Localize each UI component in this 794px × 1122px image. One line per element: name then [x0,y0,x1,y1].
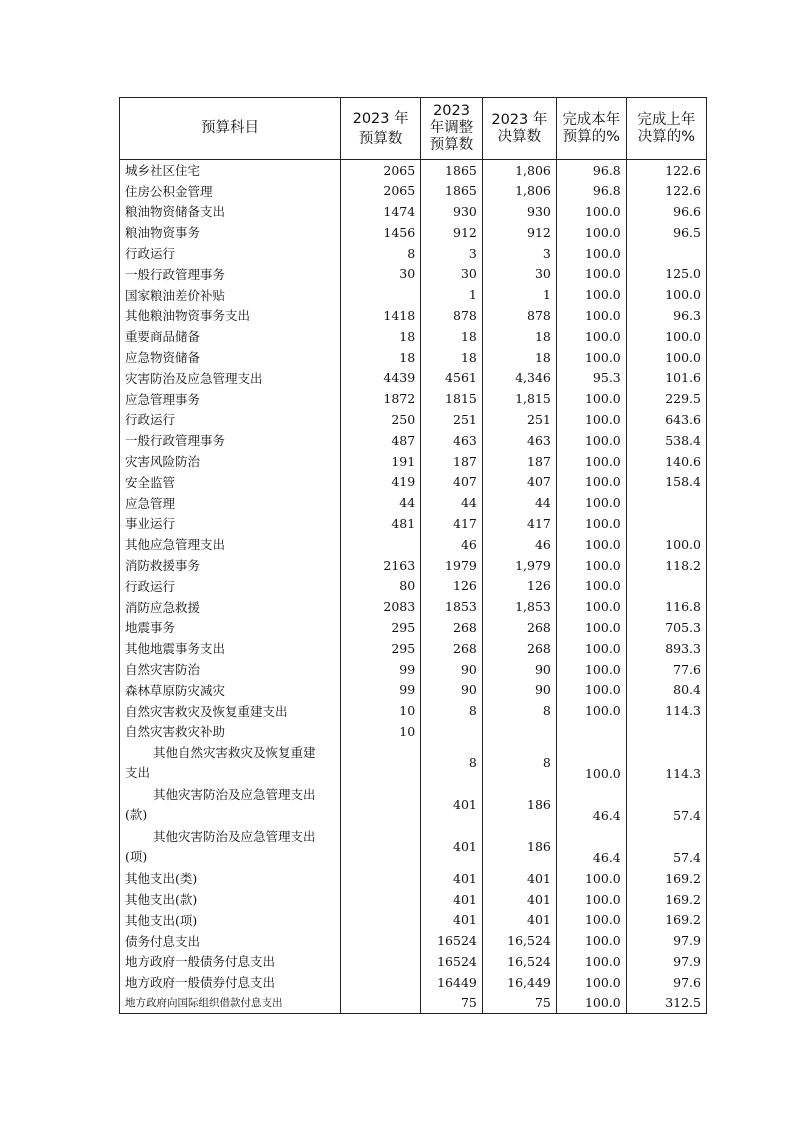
row-value-col2: 16524 [421,951,483,972]
row-value-col4: 100.0 [556,909,626,930]
row-value-col3: 268 [482,617,556,638]
row-value-col5: 643.6 [626,409,706,430]
row-item-name-line2: (款) [125,806,148,822]
row-value-col4: 100.0 [556,451,626,472]
row-value-col5: 122.6 [626,160,706,181]
row-item-name: 应急物资储备 [120,347,341,368]
row-value-col2: 3 [421,243,483,264]
row-item-name: 地震事务 [120,617,341,638]
table-row [120,388,707,409]
row-value-col4: 100.0 [556,513,626,534]
header-budget-2023: 2023 年预算数 [341,98,421,160]
table-row [120,430,707,451]
row-value-col1: 295 [341,638,421,659]
row-value-col2: 1815 [421,388,483,409]
row-value-col2: 417 [421,513,483,534]
row-value-col3: 30 [482,263,556,284]
row-value-col3: 8 [482,742,556,784]
row-item-name: 其他粮油物资事务支出 [120,305,341,326]
row-item-name: 重要商品储备 [120,326,341,347]
row-value-col4: 100.0 [556,993,626,1014]
row-value-col1: 10 [341,721,421,742]
row-item-name: 粮油物资事务 [120,222,341,243]
row-value-col2: 930 [421,201,483,222]
row-value-col2: 401 [421,889,483,910]
table-row [120,638,707,659]
table-row [120,826,707,868]
table-row [120,721,707,742]
row-value-col4: 100.0 [556,263,626,284]
row-value-col1 [341,909,421,930]
row-value-col5: 140.6 [626,451,706,472]
row-value-col5: 96.5 [626,222,706,243]
row-value-col5: 57.4 [626,784,706,826]
row-value-col1: 30 [341,263,421,284]
row-value-col2: 18 [421,326,483,347]
row-item-name: 行政运行 [120,243,341,264]
row-value-col2: 8 [421,742,483,784]
row-value-col4: 100.0 [556,284,626,305]
row-value-col5: 229.5 [626,388,706,409]
row-value-col4: 100.0 [556,889,626,910]
row-value-col4: 100.0 [556,596,626,617]
table-row [120,180,707,201]
row-value-col4: 100.0 [556,575,626,596]
row-value-col5: 116.8 [626,596,706,617]
row-value-col5 [626,575,706,596]
row-value-col4: 100.0 [556,742,626,784]
table-row [120,742,707,784]
row-value-col3: 407 [482,471,556,492]
row-value-col3: 401 [482,868,556,889]
row-value-col2: 8 [421,700,483,721]
table-row [120,596,707,617]
row-value-col3: 3 [482,243,556,264]
row-value-col3: 401 [482,889,556,910]
table-row [120,659,707,680]
row-value-col4: 100.0 [556,972,626,993]
row-value-col3: 930 [482,201,556,222]
row-value-col1: 295 [341,617,421,638]
row-value-col5: 100.0 [626,534,706,555]
row-item-name: 消防救援事务 [120,555,341,576]
row-value-col4: 96.8 [556,180,626,201]
row-value-col5: 97.6 [626,972,706,993]
row-value-col2: 401 [421,826,483,868]
budget-table [119,97,707,1014]
row-item-name: 灾害防治及应急管理支出 [120,367,341,388]
row-item-name: 城乡社区住宅 [120,160,341,181]
row-value-col5: 169.2 [626,909,706,930]
header-pct-of-budget: 完成本年预算的% [556,98,626,160]
row-value-col3: 1,806 [482,180,556,201]
row-value-col5: 158.4 [626,471,706,492]
row-item-name: 应急管理 [120,492,341,513]
row-value-col1: 1872 [341,388,421,409]
row-value-col4: 100.0 [556,868,626,889]
table-row [120,972,707,993]
table-row [120,451,707,472]
row-value-col3: 44 [482,492,556,513]
row-value-col3: 417 [482,513,556,534]
row-value-col5: 114.3 [626,742,706,784]
row-value-col3: 75 [482,993,556,1014]
row-value-col5: 77.6 [626,659,706,680]
row-value-col3: 1,806 [482,160,556,181]
row-value-col5: 705.3 [626,617,706,638]
row-value-col5 [626,513,706,534]
row-item-name: 住房公积金管理 [120,180,341,201]
row-value-col4: 100.0 [556,659,626,680]
table-row [120,263,707,284]
row-value-col2: 251 [421,409,483,430]
row-value-col1 [341,784,421,826]
row-value-col4 [556,721,626,742]
row-value-col2: 30 [421,263,483,284]
row-value-col3: 186 [482,826,556,868]
row-item-name: 粮油物资储备支出 [120,201,341,222]
row-value-col5: 100.0 [626,284,706,305]
row-value-col3: 18 [482,326,556,347]
row-item-name [120,784,341,826]
row-item-name-line2: (项) [125,848,148,864]
table-row [120,868,707,889]
row-value-col4: 100.0 [556,409,626,430]
row-value-col1 [341,534,421,555]
row-item-name: 其他支出(项) [120,909,341,930]
row-value-col5: 97.9 [626,930,706,951]
row-value-col4: 100.0 [556,555,626,576]
table-row [120,160,707,181]
row-value-col1: 4439 [341,367,421,388]
row-value-col4: 100.0 [556,471,626,492]
row-value-col2: 268 [421,617,483,638]
row-value-col4: 100.0 [556,201,626,222]
row-value-col5: 312.5 [626,993,706,1014]
row-value-col1: 2065 [341,180,421,201]
table-row [120,909,707,930]
row-value-col3: 1,979 [482,555,556,576]
row-value-col1: 191 [341,451,421,472]
row-value-col5: 538.4 [626,430,706,451]
row-value-col3: 251 [482,409,556,430]
row-value-col2: 401 [421,909,483,930]
row-item-name: 其他支出(类) [120,868,341,889]
row-value-col2: 90 [421,679,483,700]
row-value-col1: 99 [341,659,421,680]
row-value-col1: 419 [341,471,421,492]
table-header [120,98,707,160]
row-item-name: 自然灾害救灾及恢复重建支出 [120,700,341,721]
row-value-col4: 46.4 [556,826,626,868]
row-item-name: 地方政府一般债券付息支出 [120,972,341,993]
row-value-col1 [341,972,421,993]
row-value-col1 [341,868,421,889]
table-row [120,367,707,388]
row-value-col4: 100.0 [556,617,626,638]
row-item-name: 应急管理事务 [120,388,341,409]
row-value-col5: 100.0 [626,347,706,368]
row-value-col2: 16524 [421,930,483,951]
row-value-col3: 463 [482,430,556,451]
row-value-col5 [626,243,706,264]
row-value-col4: 100.0 [556,930,626,951]
row-value-col2: 407 [421,471,483,492]
row-value-col2: 878 [421,305,483,326]
row-value-col3: 878 [482,305,556,326]
row-value-col5 [626,492,706,513]
row-value-col1: 44 [341,492,421,513]
row-item-name: 灾害风险防治 [120,451,341,472]
row-item-name-line1: 其他灾害防治及应急管理支出 [153,786,316,802]
table-row [120,513,707,534]
row-value-col2: 16449 [421,972,483,993]
row-value-col2: 1865 [421,160,483,181]
header-budget-item: 预算科目 [120,98,341,160]
row-value-col1: 481 [341,513,421,534]
row-item-name: 地方政府向国际组织借款付息支出 [120,993,341,1014]
row-value-col4: 100.0 [556,492,626,513]
row-value-col1 [341,993,421,1014]
table-row [120,679,707,700]
row-value-col1 [341,930,421,951]
row-value-col5 [626,721,706,742]
table-row [120,243,707,264]
row-value-col1: 18 [341,347,421,368]
row-value-col2: 4561 [421,367,483,388]
table-row [120,617,707,638]
row-value-col4: 100.0 [556,347,626,368]
row-value-col2: 75 [421,993,483,1014]
row-value-col5: 80.4 [626,679,706,700]
row-value-col3: 90 [482,679,556,700]
table-row [120,201,707,222]
row-value-col4: 100.0 [556,222,626,243]
row-value-col2: 44 [421,492,483,513]
row-value-col3: 16,449 [482,972,556,993]
row-value-col4: 100.0 [556,388,626,409]
row-item-name-line1: 其他自然灾害救灾及恢复重建 [153,744,316,760]
row-value-col1: 2083 [341,596,421,617]
row-value-col5: 893.3 [626,638,706,659]
table-row [120,534,707,555]
row-item-name: 森林草原防灾减灾 [120,679,341,700]
row-value-col5: 96.6 [626,201,706,222]
row-value-col5: 100.0 [626,326,706,347]
row-item-name-line1: 其他灾害防治及应急管理支出 [153,828,316,844]
row-value-col1 [341,826,421,868]
row-value-col5: 122.6 [626,180,706,201]
table-row [120,326,707,347]
row-value-col1 [341,889,421,910]
row-value-col3 [482,721,556,742]
row-item-name: 事业运行 [120,513,341,534]
row-value-col1: 2065 [341,160,421,181]
row-value-col2: 268 [421,638,483,659]
table-row [120,222,707,243]
row-value-col2: 912 [421,222,483,243]
row-value-col4: 100.0 [556,534,626,555]
row-item-name [120,826,341,868]
row-item-name-line2: 支出 [125,764,151,780]
row-value-col1: 487 [341,430,421,451]
row-value-col3: 1 [482,284,556,305]
row-value-col3: 186 [482,784,556,826]
row-item-name: 国家粮油差价补贴 [120,284,341,305]
row-item-name: 一般行政管理事务 [120,263,341,284]
row-value-col2: 401 [421,784,483,826]
row-value-col5: 125.0 [626,263,706,284]
row-value-col1 [341,951,421,972]
row-value-col4: 96.8 [556,160,626,181]
header-pct-of-last-year: 完成上年决算的% [626,98,706,160]
row-item-name: 其他应急管理支出 [120,534,341,555]
row-value-col4: 100.0 [556,430,626,451]
row-value-col2: 1865 [421,180,483,201]
header-adjusted-budget-2023: 2023 年调整预算数 [421,98,483,160]
row-item-name [120,742,341,784]
row-value-col3: 4,346 [482,367,556,388]
row-value-col2 [421,721,483,742]
table-row [120,575,707,596]
row-value-col2: 1979 [421,555,483,576]
row-value-col1: 99 [341,679,421,700]
row-value-col3: 8 [482,700,556,721]
row-value-col4: 46.4 [556,784,626,826]
row-item-name: 消防应急救援 [120,596,341,617]
row-item-name: 一般行政管理事务 [120,430,341,451]
row-value-col3: 18 [482,347,556,368]
row-value-col5: 101.6 [626,367,706,388]
table-row [120,305,707,326]
row-value-col2: 1 [421,284,483,305]
table-row [120,889,707,910]
row-value-col2: 187 [421,451,483,472]
row-value-col1: 10 [341,700,421,721]
row-value-col1: 1418 [341,305,421,326]
row-value-col3: 268 [482,638,556,659]
row-value-col5: 118.2 [626,555,706,576]
table-row [120,951,707,972]
row-value-col1: 250 [341,409,421,430]
table-row [120,492,707,513]
row-item-name: 行政运行 [120,575,341,596]
row-value-col4: 100.0 [556,700,626,721]
row-value-col2: 126 [421,575,483,596]
row-item-name: 自然灾害救灾补助 [120,721,341,742]
table-row [120,347,707,368]
row-value-col5: 169.2 [626,868,706,889]
row-value-col3: 16,524 [482,951,556,972]
table-row [120,700,707,721]
table-row [120,555,707,576]
row-value-col2: 1853 [421,596,483,617]
table-row [120,784,707,826]
row-value-col3: 1,853 [482,596,556,617]
row-value-col4: 100.0 [556,305,626,326]
row-value-col1: 1474 [341,201,421,222]
header-final-accounts-2023: 2023 年决算数 [482,98,556,160]
row-item-name: 其他支出(款) [120,889,341,910]
table-row [120,471,707,492]
row-item-name: 自然灾害防治 [120,659,341,680]
row-value-col5: 96.3 [626,305,706,326]
row-value-col5: 97.9 [626,951,706,972]
row-value-col2: 46 [421,534,483,555]
row-value-col4: 100.0 [556,679,626,700]
row-value-col4: 100.0 [556,951,626,972]
row-value-col3: 1,815 [482,388,556,409]
row-value-col1: 2163 [341,555,421,576]
row-value-col2: 90 [421,659,483,680]
row-value-col3: 912 [482,222,556,243]
row-value-col3: 401 [482,909,556,930]
table-row [120,930,707,951]
row-value-col1 [341,284,421,305]
row-value-col1: 8 [341,243,421,264]
row-value-col5: 57.4 [626,826,706,868]
table-row [120,284,707,305]
row-value-col3: 16,524 [482,930,556,951]
row-item-name: 债务付息支出 [120,930,341,951]
row-value-col4: 100.0 [556,326,626,347]
row-value-col1: 80 [341,575,421,596]
row-value-col2: 463 [421,430,483,451]
row-value-col1 [341,742,421,784]
row-value-col3: 90 [482,659,556,680]
table-row [120,409,707,430]
row-value-col2: 401 [421,868,483,889]
table-body [120,160,707,1014]
row-value-col4: 100.0 [556,243,626,264]
row-value-col4: 95.3 [556,367,626,388]
row-value-col1: 18 [341,326,421,347]
table-row [120,993,707,1014]
row-value-col2: 18 [421,347,483,368]
row-item-name: 其他地震事务支出 [120,638,341,659]
row-value-col5: 114.3 [626,700,706,721]
row-item-name: 行政运行 [120,409,341,430]
row-value-col1: 1456 [341,222,421,243]
row-value-col3: 126 [482,575,556,596]
row-value-col5: 169.2 [626,889,706,910]
row-item-name: 地方政府一般债务付息支出 [120,951,341,972]
row-item-name: 安全监管 [120,471,341,492]
row-value-col4: 100.0 [556,638,626,659]
row-value-col3: 187 [482,451,556,472]
row-value-col3: 46 [482,534,556,555]
